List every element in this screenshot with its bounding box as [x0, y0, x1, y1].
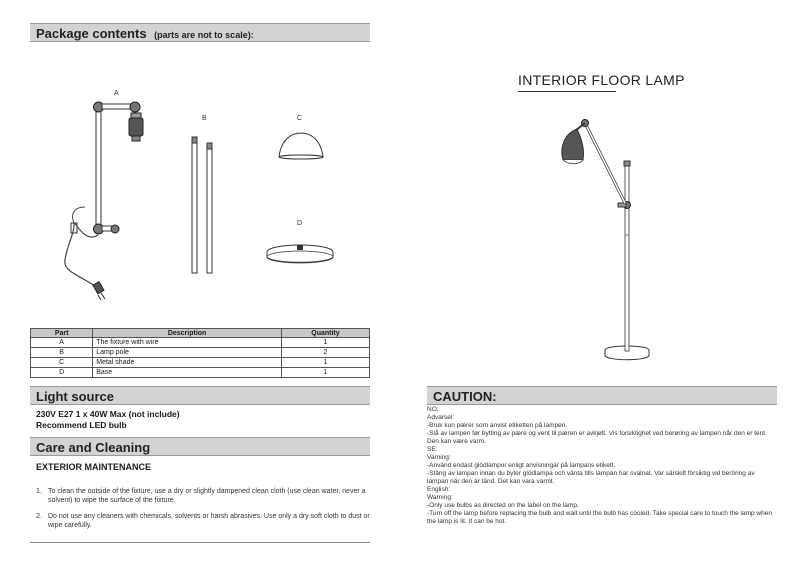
care-cleaning-title: Care and Cleaning [36, 440, 151, 455]
description-cell: The fixture with wire [93, 338, 282, 348]
caution-line: -Använd endast glödlampor enligt anvisningar på lampans etikett. [427, 462, 616, 469]
description-cell: Base [93, 368, 282, 378]
package-contents-header [30, 23, 370, 42]
light-source-spec: 230V E27 1 x 40W Max (not include) [36, 409, 180, 419]
parts-header-part: Part [31, 329, 93, 338]
light-source-title: Light source [36, 389, 115, 404]
exterior-maintenance-heading: EXTERIOR MAINTENANCE [36, 462, 152, 472]
description-cell: Metal shade [93, 358, 282, 368]
description-cell: Lamp pole [93, 348, 282, 358]
quantity-cell: 1 [281, 338, 369, 348]
base-illustration [264, 238, 336, 268]
quantity-cell: 2 [281, 348, 369, 358]
care-item-text: Do not use any cleaners with chemicals, solvents or harsh abrasives. Use only a dry soft cloth to dust or wipe carefully. [48, 513, 370, 529]
part-cell: C [31, 358, 93, 368]
caution-text [427, 406, 777, 526]
right-page [400, 0, 800, 565]
caution-line: SE: [427, 446, 438, 453]
part-cell: A [31, 338, 93, 348]
care-cleaning-header [30, 437, 370, 456]
light-source-header [30, 386, 370, 405]
caution-line: NO: [427, 406, 439, 413]
care-item-number: 1. [36, 488, 42, 495]
caution-line: Advarsel: [427, 414, 455, 421]
caution-line: Warning: [427, 494, 453, 501]
lamp-pole-illustration [188, 135, 218, 275]
figure-label-a: A [114, 90, 119, 97]
care-item-number: 2. [36, 513, 42, 520]
caution-line: -Slå av lampen før bytting av pære og vent til pæren er avkjølt. Vis forsiktighet ved berøring av lampen når den er tent. Den kan være varm. [427, 430, 767, 445]
figure-label-c: C [297, 115, 303, 122]
parts-table [30, 328, 370, 378]
table-row [31, 338, 370, 348]
light-source-recommendation: Recommend LED bulb [36, 420, 127, 430]
table-row [31, 358, 370, 368]
table-row [31, 368, 370, 378]
care-item-text: To clean the outside of the fixture, use a dry or slightly dampened clean cloth (use clean water, never a solvent) to wipe the surface of the fixture. [48, 488, 366, 504]
caution-line: Varning: [427, 454, 451, 461]
floor-lamp-illustration [555, 115, 665, 365]
product-title: INTERIOR FLOOR LAMP [518, 72, 685, 88]
metal-shade-illustration [276, 128, 326, 160]
bottom-divider [30, 542, 370, 543]
package-contents-note: (parts are not to scale): [154, 30, 254, 40]
care-item-2 [36, 512, 376, 530]
package-contents-title: Package contents [36, 26, 147, 41]
care-item-1 [36, 487, 376, 505]
fixture-illustration [55, 95, 165, 300]
table-row [31, 348, 370, 358]
caution-line: English: [427, 486, 451, 493]
title-underline [518, 91, 616, 92]
caution-line: -Turn off the lamp before replacing the bulb and wait until the bulb has cooled. Take special care to touch the lamp when the lamp is lit. It can be hot. [427, 510, 772, 525]
parts-header-description: Description [93, 329, 282, 338]
part-cell: D [31, 368, 93, 378]
caution-line: -Only use bulbs as directed on the label on the lamp. [427, 502, 579, 509]
caution-title: CAUTION: [433, 389, 497, 404]
caution-header [427, 386, 777, 405]
parts-header-quantity: Quantity [281, 329, 369, 338]
part-cell: B [31, 348, 93, 358]
figure-label-b: B [202, 115, 207, 122]
quantity-cell: 1 [281, 368, 369, 378]
caution-line: -Bruk kun pærer som anvist etiketten på lampen. [427, 422, 568, 429]
figure-label-d: D [297, 220, 303, 227]
quantity-cell: 1 [281, 358, 369, 368]
caution-line: -Stäng av lampan innan du byter glödlampa och vänta tills lampan har svalnat. Var särskilt försiktig vid beröring av lampan när den är tänd. Det kan vara varmt. [427, 470, 755, 485]
